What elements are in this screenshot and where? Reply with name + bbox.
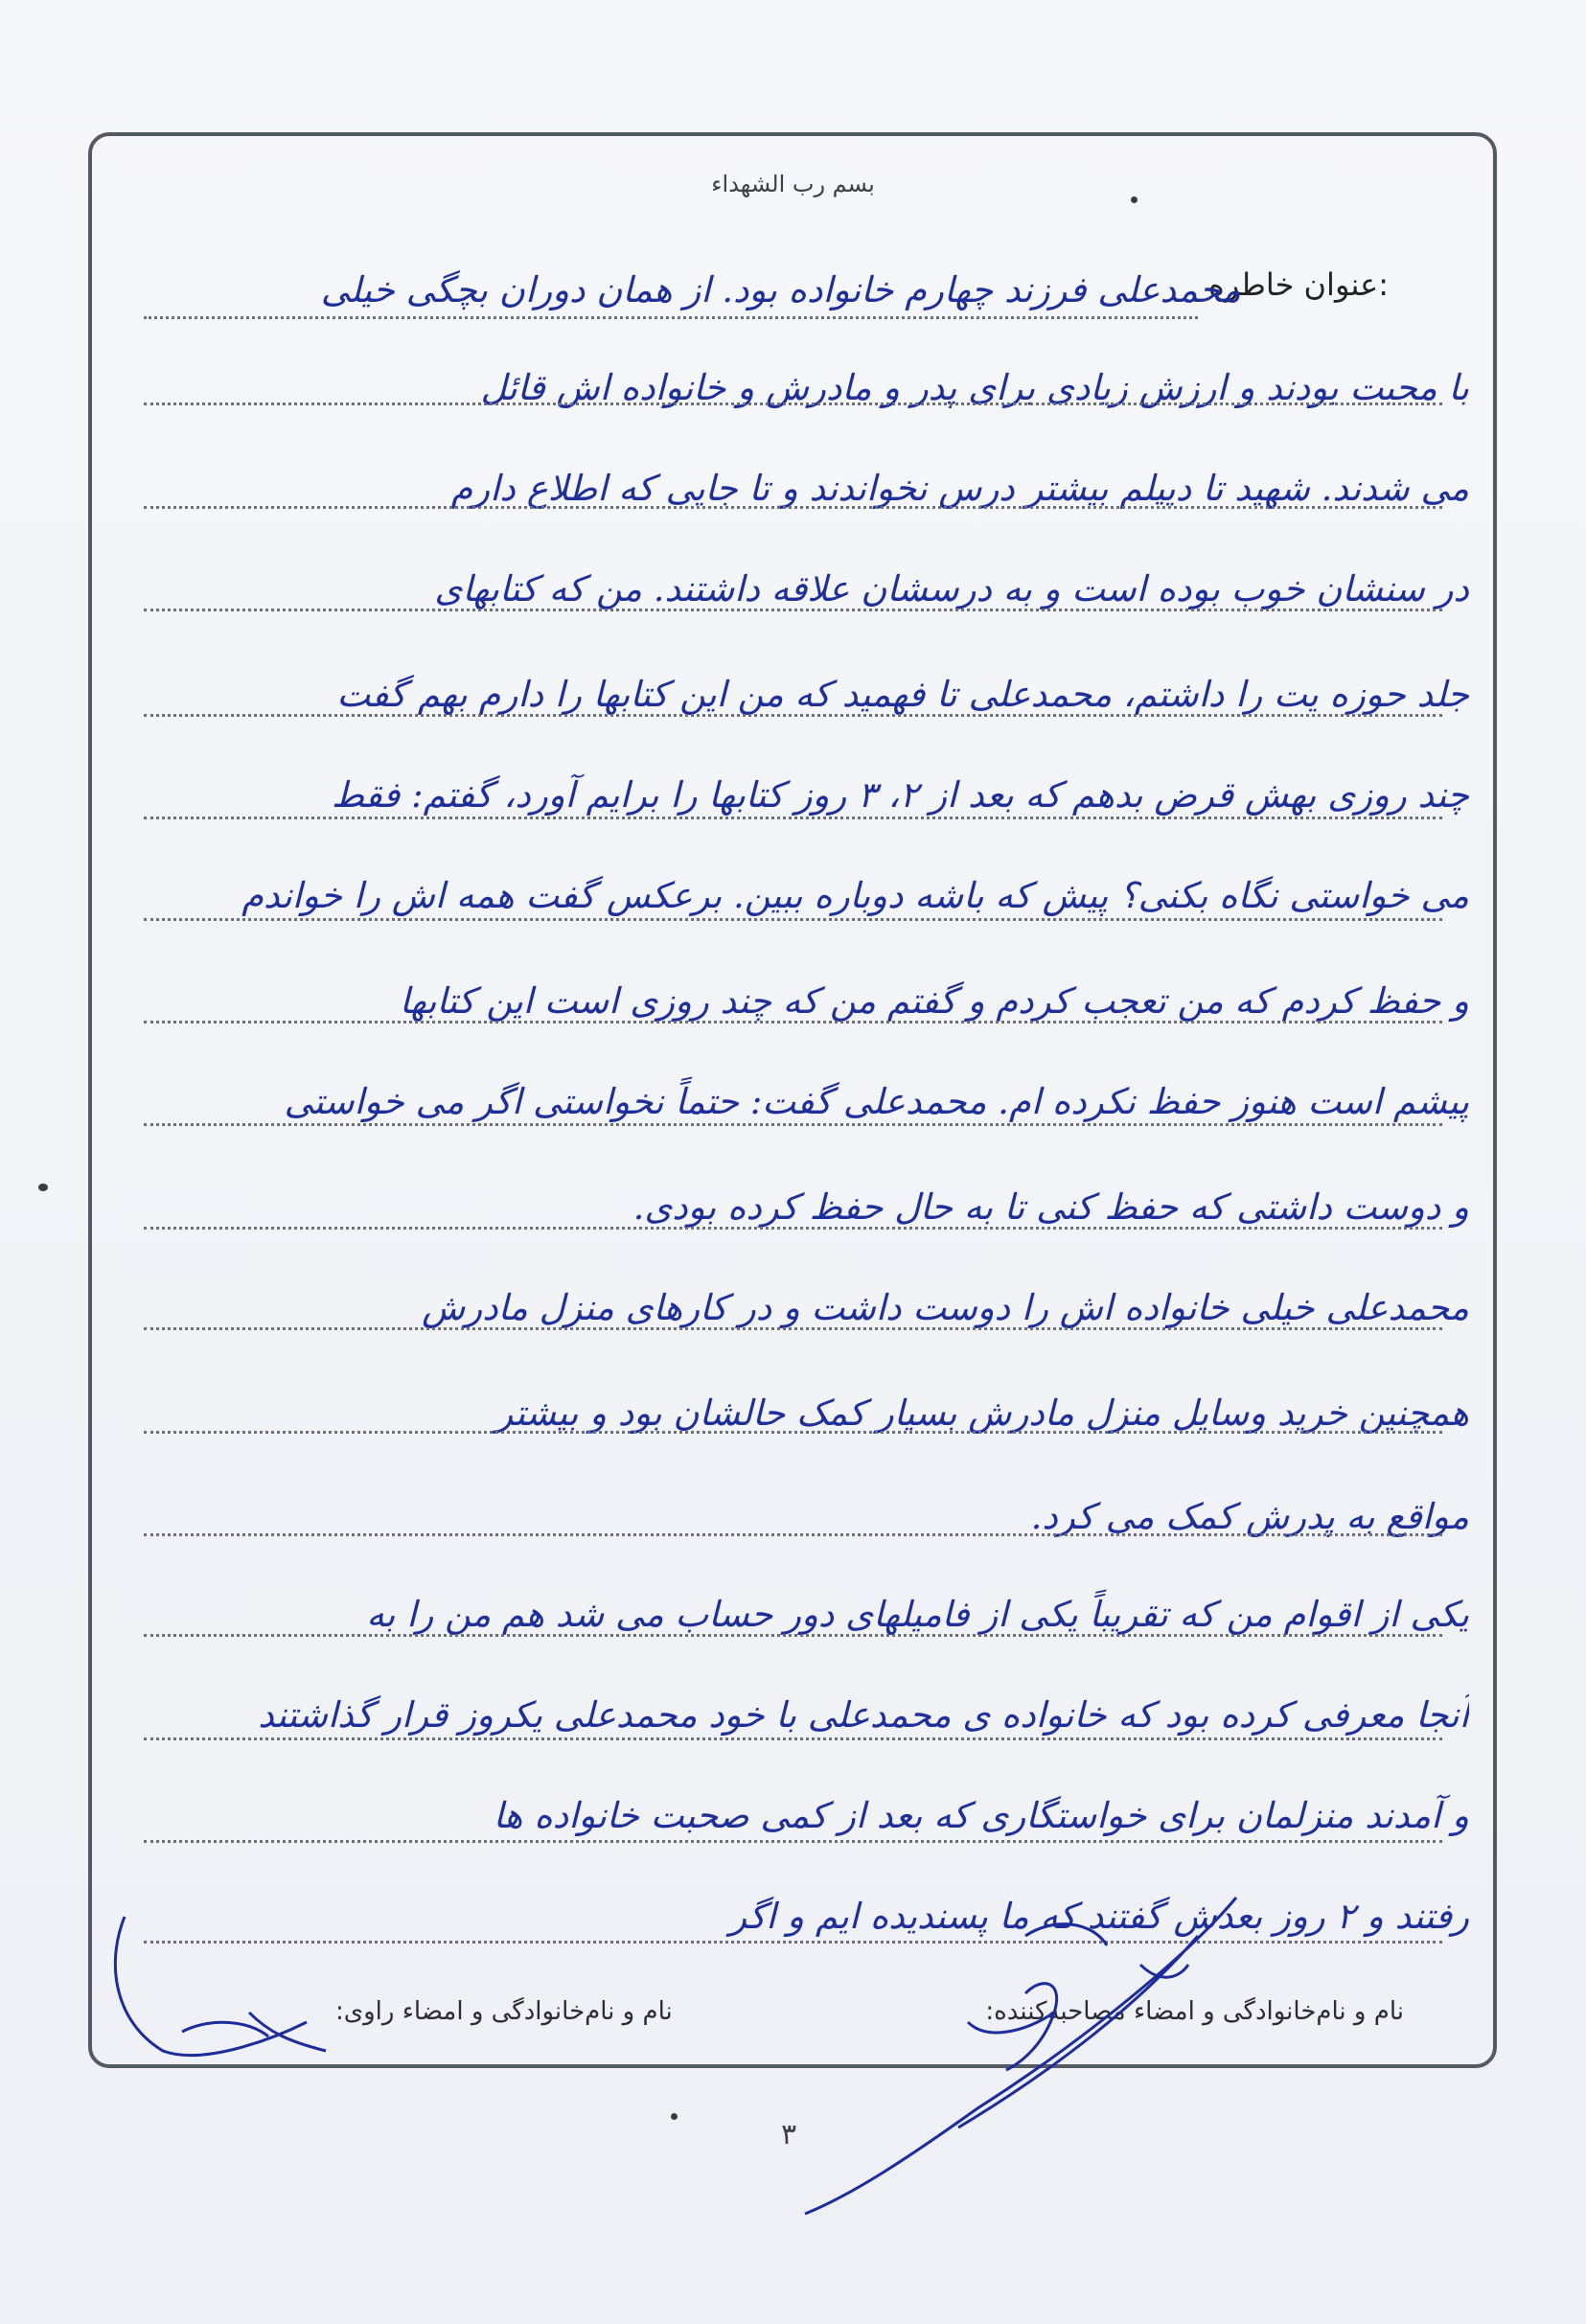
paper-speck — [1131, 196, 1138, 203]
handwritten-line: می خواستی نگاه بکنی؟ پیش که باشه دوباره ببین. برعکس گفت همه اش را خواندم — [241, 875, 1469, 916]
paper-speck — [671, 2113, 678, 2120]
dotted-rule — [144, 1634, 1442, 1637]
handwritten-line: و دوست داشتی که حفظ کنی تا به حال حفظ کرده بودی. — [632, 1186, 1469, 1228]
handwritten-line: محمدعلی فرزند چهارم خانواده بود. از همان دوران بچگی خیلی — [320, 269, 1241, 311]
page-number: ۳ — [781, 2118, 797, 2151]
dotted-rule — [144, 1737, 1442, 1740]
dotted-rule — [144, 316, 1198, 319]
dotted-rule — [144, 1431, 1442, 1434]
dotted-rule — [144, 1533, 1442, 1536]
handwritten-line: مواقع به پدرش کمک می کرد. — [1030, 1496, 1469, 1537]
page-header-title: بسم رب الشهداء — [711, 171, 875, 197]
dotted-rule — [144, 1327, 1442, 1330]
dotted-rule — [144, 1021, 1442, 1024]
dotted-rule — [144, 1123, 1442, 1126]
handwritten-line: جلد حوزه یت را داشتم، محمدعلی تا فهمید که من این کتابها را دارم بهم گفت — [336, 674, 1469, 715]
dotted-rule — [144, 1941, 1442, 1944]
handwritten-line: و آمدند منزلمان برای خواستگاری که بعد از کمی صحبت خانواده ها — [493, 1795, 1469, 1836]
dotted-rule — [144, 714, 1442, 717]
interviewer-signature-label: نام و نام‌خانوادگی و امضاء مصاحبه‌کننده: — [985, 1997, 1404, 2026]
handwritten-line: چند روزی بهش قرض بدهم که بعد از ۲، ۳ روز کتابها را برایم آورد، گفتم: فقط — [331, 774, 1469, 816]
handwritten-line: پیشم است هنوز حفظ نکرده ام. محمدعلی گفت: حتماً نخواستی اگر می خواستی — [284, 1081, 1469, 1122]
handwritten-line: در سنشان خوب بوده است و به درسشان علاقه داشتند. من که کتابهای — [434, 568, 1469, 610]
handwritten-line: همچنین خرید وسایل منزل مادرش بسیار کمک حالشان بود و بیشتر — [495, 1392, 1469, 1434]
dotted-rule — [144, 609, 1442, 611]
handwritten-line: با محبت بودند و ارزش زیادی برای پدر و مادرش و خانواده اش قائل — [480, 367, 1469, 408]
handwritten-line: و حفظ کردم که من تعجب کردم و گفتم من که چند روزی است این کتابها — [399, 980, 1469, 1022]
narrator-signature-label: نام و نام‌خانوادگی و امضاء راوی: — [335, 1997, 673, 2026]
handwritten-line: محمدعلی خیلی خانواده اش را دوست داشت و در کارهای منزل مادرش — [422, 1287, 1469, 1328]
dotted-rule — [144, 817, 1442, 819]
dotted-rule — [144, 403, 1442, 405]
dotted-rule — [144, 1227, 1442, 1230]
memory-title-label: عنوان خاطره: — [1207, 266, 1389, 303]
handwritten-line: یکی از اقوام من که تقریباً یکی از فامیلهای دور حساب می شد هم من را به — [366, 1594, 1469, 1635]
handwritten-line: آنجا معرفی کرده بود که خانواده ی محمدعلی با خود محمدعلی یکروز قرار گذاشتند — [258, 1694, 1469, 1736]
dotted-rule — [144, 918, 1442, 921]
dotted-rule — [144, 506, 1442, 509]
dotted-rule — [144, 1840, 1442, 1843]
handwritten-line: رفتند و ۲ روز بعدش گفتند که ما پسندیده ایم و اگر — [729, 1896, 1469, 1937]
paper-speck — [38, 1184, 48, 1191]
handwritten-line: می شدند. شهید تا دیپلم بیشتر درس نخواندند و تا جایی که اطلاع دارم — [450, 468, 1469, 509]
